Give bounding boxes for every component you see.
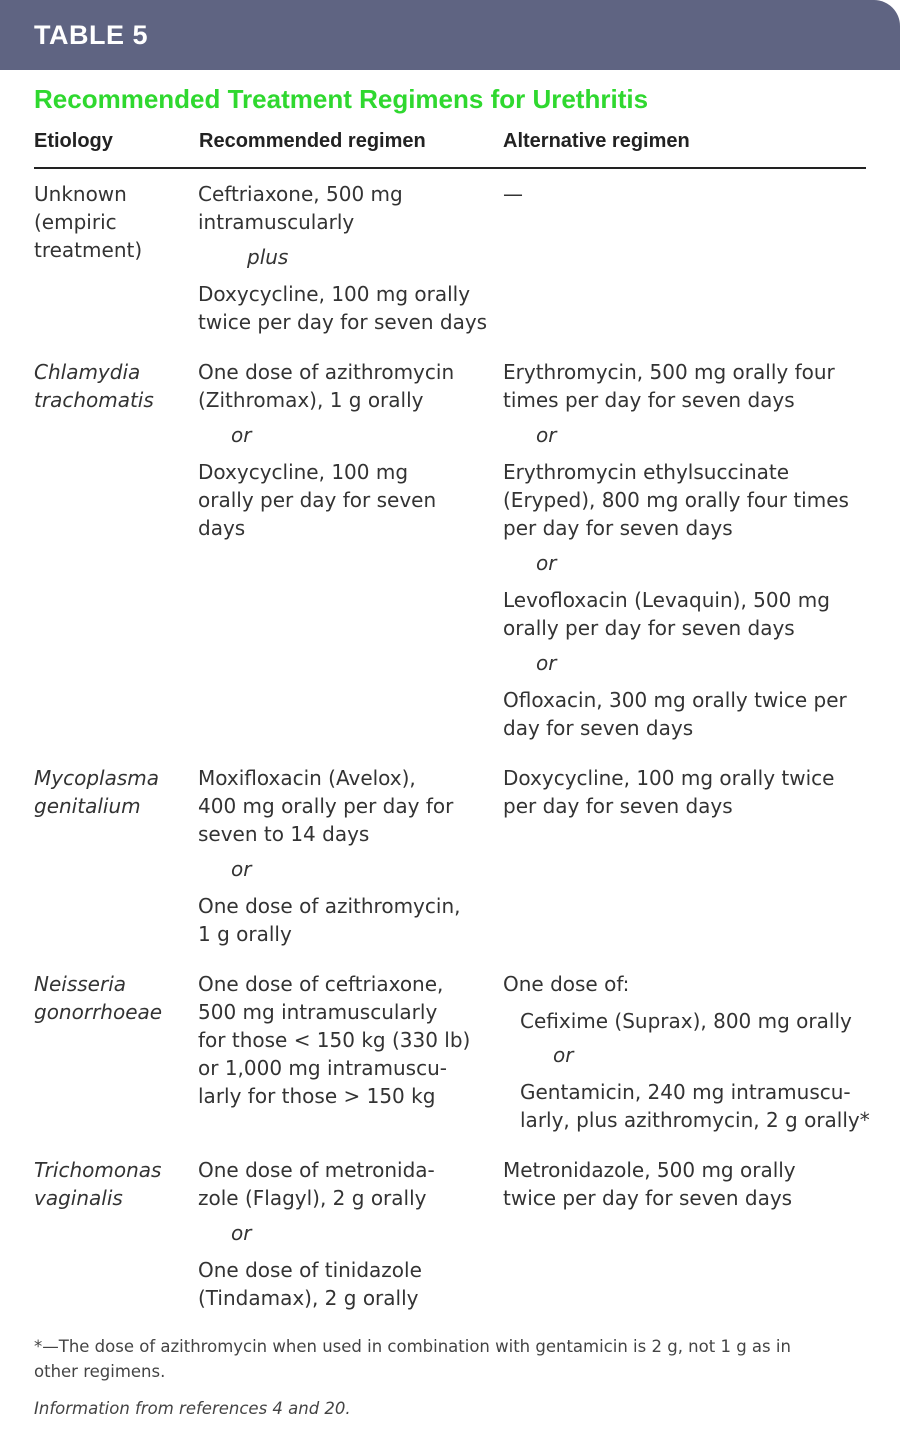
footnote: *—The dose of azithromycin when used in combination with gentamicin is 2 g, not 1 g as in other regimens.	[34, 1337, 791, 1381]
etiology-neisseria: Neisseria gonorrhoeae	[34, 972, 163, 1024]
alternative-unknown: —	[503, 182, 523, 206]
alternative-chlamydia-2: Erythromycin ethylsuccinate (Eryped), 800 mg orally four times per day for seven days	[503, 460, 849, 540]
etiology-mycoplasma: Mycoplasma genitalium	[34, 766, 159, 818]
recommended-chlamydia-2: Doxycycline, 100 mg orally per day for seven days	[198, 460, 437, 540]
connector-or: or	[536, 651, 557, 675]
table-title: Recommended Treatment Regimens for Urethritis	[34, 84, 649, 114]
etiology-unknown: Unknown (empiric treatment)	[34, 182, 143, 262]
recommended-trichomonas-1: One dose of metronida- zole (Flagyl), 2 g orally	[198, 1158, 435, 1210]
connector-or: or	[231, 1221, 252, 1245]
column-header-alternative: Alternative regimen	[503, 130, 690, 152]
recommended-neisseria: One dose of ceftriaxone, 500 mg intramuscularly for those < 150 kg (330 lb) or 1,000 mg intramuscu- larly for those > 150 kg	[198, 972, 471, 1108]
source-note: Information from references 4 and 20.	[34, 1399, 351, 1418]
recommended-mycoplasma-2: One dose of azithromycin, 1 g orally	[198, 894, 461, 946]
alternative-neisseria-cefixime: Cefixime (Suprax), 800 mg orally	[520, 1009, 852, 1033]
recommended-mycoplasma-1: Moxifloxacin (Avelox), 400 mg orally per day for seven to 14 days	[198, 766, 454, 846]
connector-or: or	[553, 1043, 574, 1067]
alternative-chlamydia-1: Erythromycin, 500 mg orally four times per day for seven days	[503, 360, 835, 412]
connector-or: or	[536, 423, 557, 447]
header-divider	[34, 167, 866, 169]
connector-or: or	[231, 423, 252, 447]
connector-or: or	[231, 857, 252, 881]
table-label: TABLE 5	[34, 20, 149, 50]
recommended-chlamydia-1: One dose of azithromycin (Zithromax), 1 g orally	[198, 360, 455, 412]
alternative-chlamydia-3: Levofloxacin (Levaquin), 500 mg orally per day for seven days	[503, 588, 830, 640]
recommended-unknown-2: Doxycycline, 100 mg orally twice per day for seven days	[198, 282, 488, 334]
alternative-neisseria-intro: One dose of:	[503, 972, 630, 996]
column-header-recommended: Recommended regimen	[199, 130, 426, 152]
connector-plus: plus	[247, 245, 289, 269]
connector-or: or	[536, 551, 557, 575]
column-header-etiology: Etiology	[34, 130, 113, 152]
alternative-chlamydia-4: Ofloxacin, 300 mg orally twice per day for seven days	[503, 688, 847, 740]
alternative-trichomonas: Metronidazole, 500 mg orally twice per day for seven days	[503, 1158, 796, 1210]
etiology-chlamydia: Chlamydia trachomatis	[34, 360, 154, 412]
recommended-trichomonas-2: One dose of tinidazole (Tindamax), 2 g orally	[198, 1258, 422, 1310]
alternative-neisseria-gentamicin: Gentamicin, 240 mg intramuscu- larly, plus azithromycin, 2 g orally*	[520, 1080, 870, 1132]
etiology-trichomonas: Trichomonas vaginalis	[34, 1158, 162, 1210]
recommended-unknown-1: Ceftriaxone, 500 mg intramuscularly	[198, 182, 403, 234]
alternative-mycoplasma: Doxycycline, 100 mg orally twice per day for seven days	[503, 766, 835, 818]
